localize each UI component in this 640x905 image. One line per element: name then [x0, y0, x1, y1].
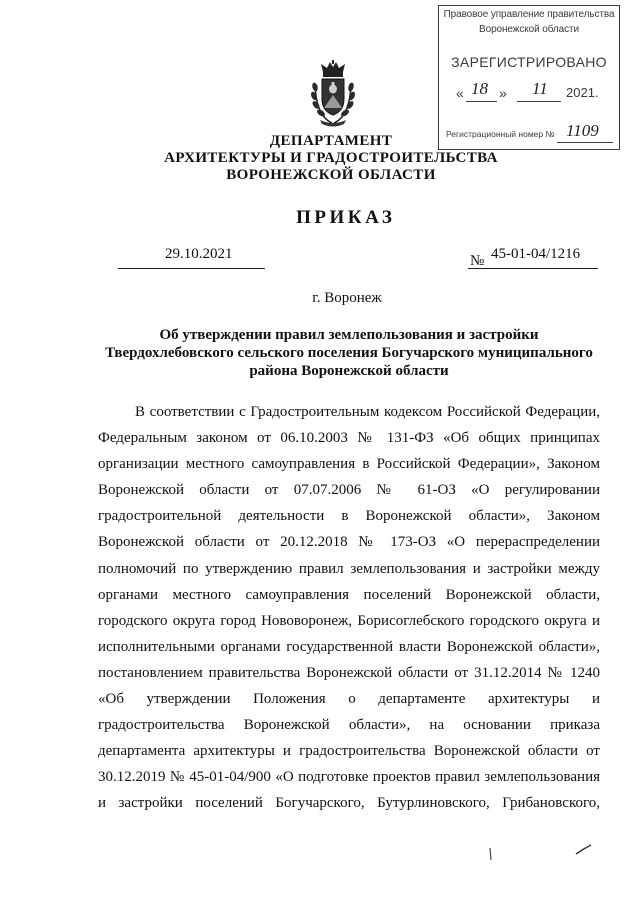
body-line: градостроительной деятельности в Воронежской области», Законом — [98, 508, 600, 525]
document-body — [98, 399, 600, 817]
body-line: Федеральным законом от 06.10.2003 № 131-ФЗ «Об общих принципах — [98, 430, 600, 447]
body-line: полномочий по утверждению правил землепользования и застройки между — [98, 560, 600, 577]
crown-icon — [321, 60, 345, 77]
shield-icon — [322, 79, 344, 115]
stamp-registration-label: Регистрационный номер № — [446, 129, 555, 139]
stamp-registration-underline — [557, 142, 613, 143]
department-name-line: ДЕПАРТАМЕНТ — [269, 133, 393, 149]
stamp-day: 18 — [471, 79, 488, 98]
department-name-line: АРХИТЕКТУРЫ И ГРАДОСТРОИТЕЛЬСТВА — [164, 150, 498, 166]
stamp-open-quote: « — [456, 85, 464, 101]
body-line: городского округа город Нововоронеж, Борисоглебского городского округа и — [98, 612, 600, 629]
body-line: Воронежской области от 20.12.2018 № 173-ОЗ «О перераспределении — [98, 534, 600, 551]
body-line: департамента архитектуры и градостроительства Воронежской области от — [98, 743, 600, 760]
number-sign: № — [470, 253, 485, 269]
body-line: 30.12.2019 № 45-01-04/900 «О подготовке проектов правил землепользования — [98, 769, 600, 786]
title-line: района Воронежской области — [249, 363, 449, 379]
date-underline — [118, 268, 265, 269]
stamp-month-underline — [517, 101, 561, 102]
city: г. Воронеж — [312, 290, 382, 306]
stamp-month: 11 — [532, 79, 548, 98]
body-line: и застройки поселений Богучарского, Бутурлиновского, Грибановского, — [98, 795, 600, 812]
title-line: Твердохлебовского сельского поселения Богучарского муниципального — [105, 345, 593, 361]
body-line: В соответствии с Градостроительным кодексом Российской Федерации, — [135, 404, 600, 420]
stamp-day-underline — [466, 101, 497, 102]
stamp-registration-number: 1109 — [566, 121, 599, 140]
body-line: Воронежской области от 07.07.2006 № 61-ОЗ «О регулировании — [98, 482, 600, 499]
pen-mark-icon — [480, 838, 600, 866]
stamp-year: 2021. — [566, 85, 599, 100]
body-line: исполнительными органами государственной власти Воронежской области», — [98, 638, 600, 655]
body-line: градостроительства Воронежской области», на основании приказа — [98, 717, 600, 734]
body-line: постановлением правительства Воронежской области от 31.12.2014 № 1240 — [98, 664, 600, 681]
body-line: организации местного самоуправления в Российской Федерации», Законом — [98, 456, 600, 473]
stamp-status: ЗАРЕГИСТРИРОВАНО — [451, 54, 607, 70]
number-underline — [468, 268, 598, 269]
document-type: ПРИКАЗ — [296, 207, 396, 228]
body-line: «Об утверждении Положения о департаменте архитектуры и — [98, 691, 600, 708]
stamp-authority-line: Правовое управление правительства — [443, 9, 615, 20]
title-line: Об утверждении правил землепользования и застройки — [159, 327, 539, 343]
stamp-close-quote: » — [499, 85, 507, 101]
department-name-line: ВОРОНЕЖСКОЙ ОБЛАСТИ — [226, 167, 436, 183]
stamp-authority-line: Воронежской области — [479, 24, 579, 35]
department-header — [131, 133, 531, 184]
document-title — [98, 326, 600, 380]
body-line: органами местного самоуправления поселений Воронежской области, — [98, 586, 600, 603]
document-number: 45-01-04/1216 — [491, 246, 581, 262]
ribbon-icon — [320, 120, 346, 127]
document-date: 29.10.2021 — [165, 246, 233, 262]
registration-stamp — [438, 5, 620, 150]
coat-of-arms-icon — [308, 60, 358, 128]
